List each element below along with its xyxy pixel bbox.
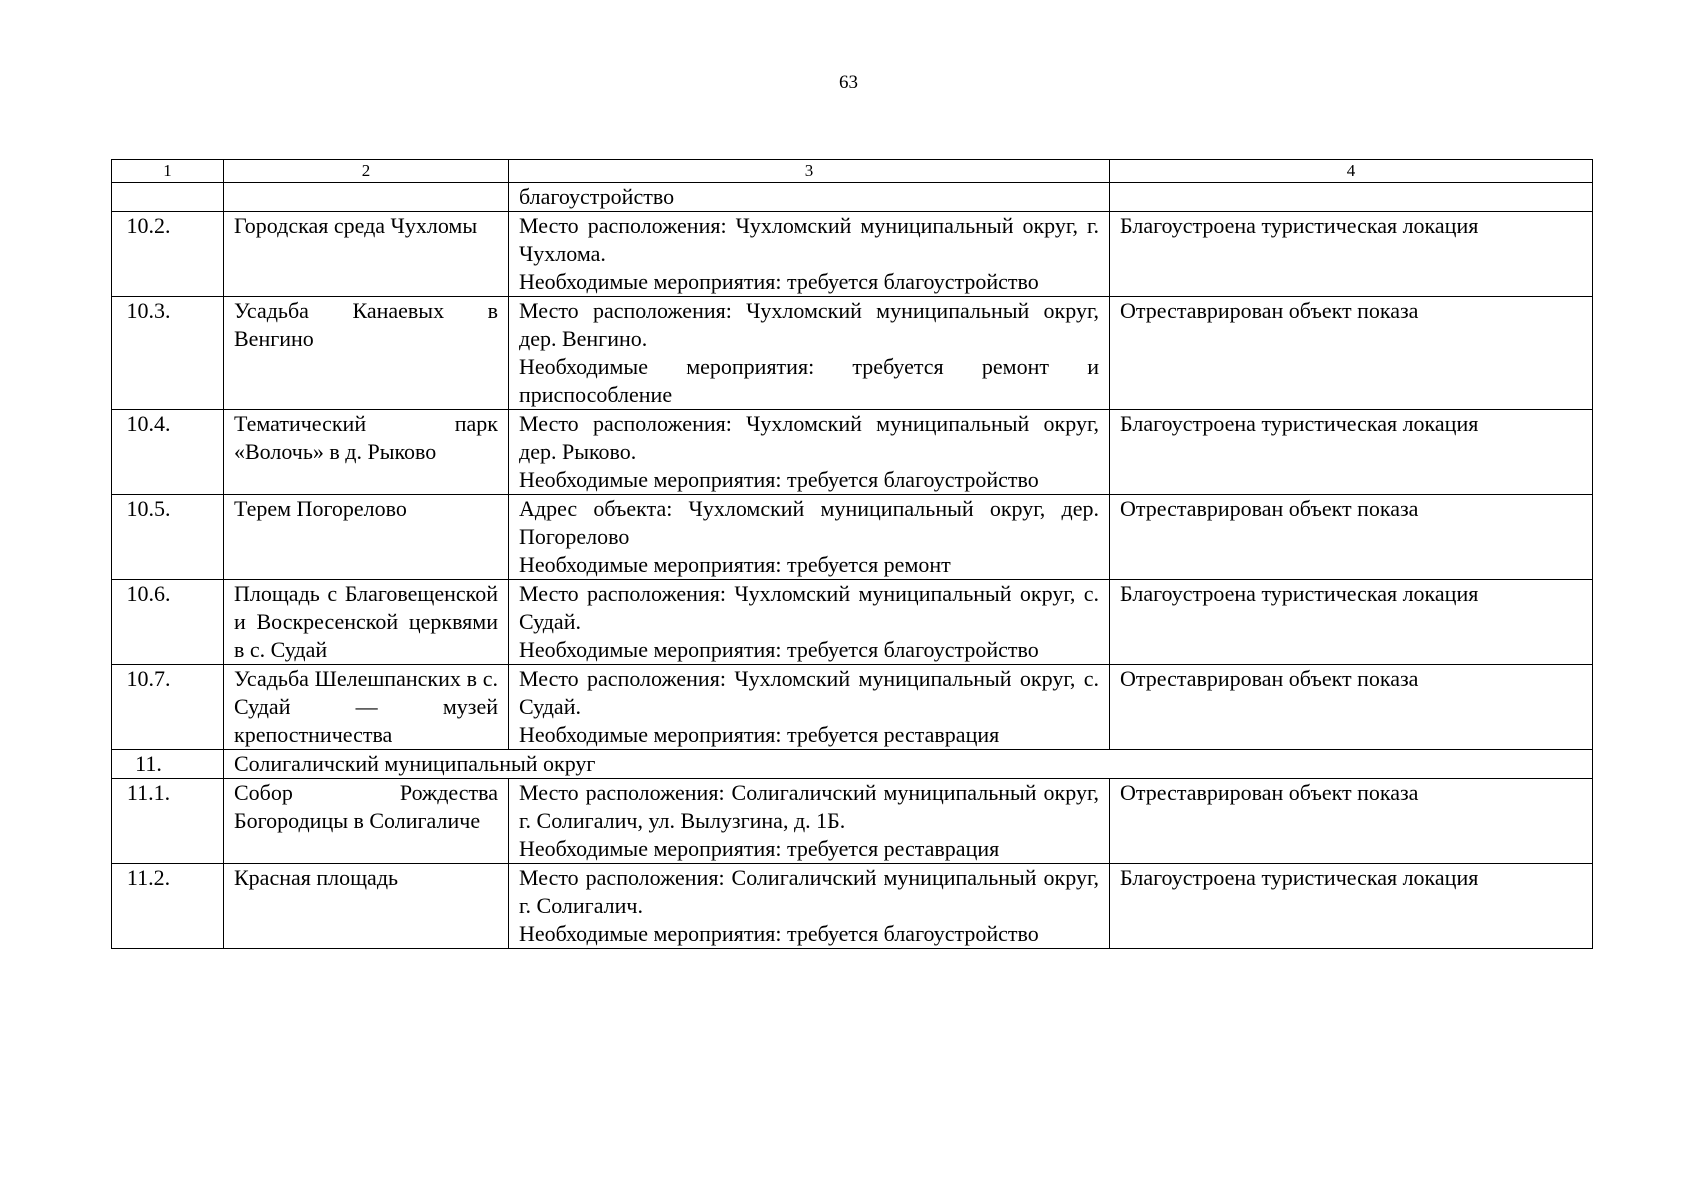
details-line: Место расположения: Чухломский муниципальный округ, г. Чухлома. <box>519 213 1099 266</box>
column-header: 4 <box>1110 160 1593 183</box>
object-result: Благоустроена туристическая локация <box>1110 864 1593 949</box>
object-result: Отреставрирован объект показа <box>1110 665 1593 750</box>
object-name: Тематический парк «Волочь» в д. Рыково <box>224 410 509 495</box>
object-result: Благоустроена туристическая локация <box>1110 410 1593 495</box>
objects-table <box>111 159 1593 949</box>
row-number: 11.1. <box>112 779 224 864</box>
row-number <box>112 183 224 212</box>
object-name: Площадь с Благовещенской и Воскресенской церквями в с. Судай <box>224 580 509 665</box>
object-name: Собор Рождества Богородицы в Солигаличе <box>224 779 509 864</box>
column-header: 1 <box>112 160 224 183</box>
section-row <box>112 750 1593 779</box>
details-line: Адрес объекта: Чухломский муниципальный округ, дер. Погорелово <box>519 496 1099 549</box>
table-row <box>112 580 1593 665</box>
table-row <box>112 864 1593 949</box>
details-line: Место расположения: Чухломский муниципальный округ, дер. Рыково. <box>519 411 1099 464</box>
object-details <box>509 864 1110 949</box>
row-number: 10.6. <box>112 580 224 665</box>
details-line: Место расположения: Солигаличский муниципальный округ, г. Солигалич. <box>519 865 1099 918</box>
object-details <box>509 495 1110 580</box>
details-line: Место расположения: Чухломский муниципальный округ, дер. Венгино. <box>519 298 1099 351</box>
row-number: 10.4. <box>112 410 224 495</box>
section-number: 11. <box>112 750 224 779</box>
object-result: Отреставрирован объект показа <box>1110 495 1593 580</box>
object-result: Благоустроена туристическая локация <box>1110 580 1593 665</box>
object-result <box>1110 183 1593 212</box>
object-name <box>224 183 509 212</box>
details-line: Необходимые мероприятия: требуется ремонт <box>519 552 951 577</box>
details-line: Необходимые мероприятия: требуется благоустройство <box>519 921 1039 946</box>
table-row <box>112 212 1593 297</box>
object-name: Усадьба Канаевых в Венгино <box>224 297 509 410</box>
section-title: Солигаличский муниципальный округ <box>224 750 1593 779</box>
details-line: Место расположения: Чухломский муниципальный округ, с. Судай. <box>519 581 1099 634</box>
details-line: Необходимые мероприятия: требуется благоустройство <box>519 637 1039 662</box>
table-row <box>112 183 1593 212</box>
row-number: 10.2. <box>112 212 224 297</box>
details-line: Необходимые мероприятия: требуется благоустройство <box>519 269 1039 294</box>
column-header: 2 <box>224 160 509 183</box>
table-row <box>112 410 1593 495</box>
row-number: 11.2. <box>112 864 224 949</box>
object-result: Благоустроена туристическая локация <box>1110 212 1593 297</box>
object-details <box>509 297 1110 410</box>
details-line: Место расположения: Чухломский муниципальный округ, с. Судай. <box>519 666 1099 719</box>
table-row <box>112 665 1593 750</box>
details-line: Необходимые мероприятия: требуется реставрация <box>519 836 1000 861</box>
column-header: 3 <box>509 160 1110 183</box>
row-number: 10.5. <box>112 495 224 580</box>
table-row <box>112 779 1593 864</box>
table-row <box>112 495 1593 580</box>
object-name: Терем Погорелово <box>224 495 509 580</box>
object-details <box>509 212 1110 297</box>
details-line: благоустройство <box>519 184 675 209</box>
details-line: Необходимые мероприятия: требуется реставрация <box>519 722 1000 747</box>
details-line: Необходимые мероприятия: требуется ремонт и приспособление <box>519 354 1099 407</box>
details-line: Необходимые мероприятия: требуется благоустройство <box>519 467 1039 492</box>
object-name: Красная площадь <box>224 864 509 949</box>
row-number: 10.3. <box>112 297 224 410</box>
object-name: Усадьба Шелешпанских в с. Судай — музей крепостничества <box>224 665 509 750</box>
details-line: Место расположения: Солигаличский муниципальный округ, г. Солигалич, ул. Вылузгина, д. 1Б. <box>519 780 1099 833</box>
table-header-row <box>112 160 1593 183</box>
object-result: Отреставрирован объект показа <box>1110 297 1593 410</box>
object-details <box>509 665 1110 750</box>
object-details <box>509 183 1110 212</box>
table-row <box>112 297 1593 410</box>
object-result: Отреставрирован объект показа <box>1110 779 1593 864</box>
object-details <box>509 779 1110 864</box>
object-details <box>509 580 1110 665</box>
object-name: Городская среда Чухломы <box>224 212 509 297</box>
object-details <box>509 410 1110 495</box>
row-number: 10.7. <box>112 665 224 750</box>
page-number: 63 <box>839 72 858 93</box>
